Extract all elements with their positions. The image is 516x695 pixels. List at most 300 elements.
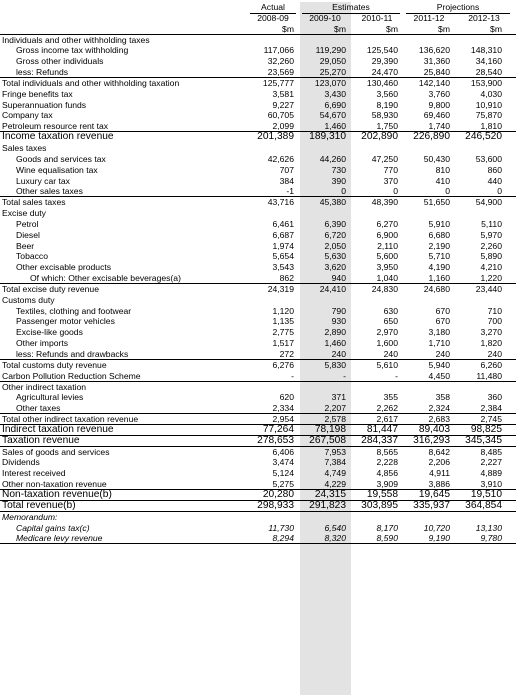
row-label: Memorandum:: [2, 511, 58, 522]
row-value: 240: [383, 349, 398, 359]
row-value: 370: [383, 175, 398, 186]
row-label: Indirect taxation revenue: [2, 423, 114, 435]
row-value: 1,820: [480, 338, 502, 349]
table-row: [0, 382, 516, 393]
row-value: 5,610: [376, 359, 398, 370]
row-label: Other indirect taxation: [2, 381, 87, 392]
row-value: 6,900: [376, 229, 398, 240]
row-value: 5,110: [481, 218, 502, 229]
row-value: 201,389: [257, 131, 294, 143]
row-value: 930: [331, 316, 346, 327]
row-value: 650: [383, 316, 398, 327]
row-value: 3,180: [428, 327, 450, 338]
row-value: 2,190: [428, 240, 450, 251]
row-value: 0: [445, 186, 450, 197]
row-value: 58,930: [371, 110, 398, 121]
row-value: 5,910: [428, 218, 450, 229]
row-value: 6,276: [272, 359, 294, 370]
row-value: 358: [435, 392, 450, 403]
table-row: [0, 523, 516, 534]
row-value: 2,578: [324, 414, 346, 425]
table-row: [0, 110, 516, 121]
row-value: 2,334: [272, 403, 294, 414]
row-label: Income taxation revenue: [2, 131, 114, 143]
row-value: 5,654: [272, 251, 294, 262]
row-value: 42,626: [267, 153, 294, 164]
header-group-estimates: Estimates: [302, 2, 400, 14]
row-value: -: [343, 370, 346, 381]
row-value: 4,190: [428, 262, 450, 273]
row-value: 81,447: [366, 423, 398, 435]
row-value: 24,315: [314, 488, 346, 500]
row-label: Total individuals and other withholding taxation: [2, 77, 180, 88]
header-year: 2011-12: [413, 12, 445, 23]
table-row: [0, 262, 516, 273]
table-row: [0, 100, 516, 111]
table-row: [0, 306, 516, 317]
table-row: [0, 230, 516, 241]
header-year: 2010-11: [361, 12, 393, 23]
row-value: 4,030: [480, 88, 502, 99]
row-value: 54,900: [475, 197, 502, 208]
row-value: 1,740: [428, 121, 450, 132]
row-value: 44,260: [319, 153, 346, 164]
row-value: 284,337: [361, 434, 398, 446]
row-value: 7,384: [324, 457, 346, 468]
row-value: 240: [487, 349, 502, 359]
row-value: 1,040: [376, 273, 398, 284]
row-value: 9,800: [428, 99, 450, 110]
table-row: [0, 176, 516, 187]
table-row: [0, 241, 516, 252]
row-value: 246,520: [465, 131, 502, 143]
header-unit: $m: [282, 23, 294, 34]
row-value: 360: [487, 392, 502, 403]
row-label: Total other indirect taxation revenue: [2, 414, 139, 425]
row-label: Petroleum resource rent tax: [2, 121, 109, 132]
row-value: 9,190: [428, 533, 450, 544]
row-value: 303,895: [361, 499, 398, 511]
row-label: Carbon Pollution Reduction Scheme: [2, 370, 141, 381]
row-value: 2,227: [480, 457, 502, 468]
row-value: 5,940: [428, 359, 450, 370]
row-value: 2,617: [376, 414, 398, 425]
row-label: Interest received: [2, 468, 66, 479]
row-label: Goods and services tax: [16, 153, 106, 164]
row-value: 2,745: [480, 414, 502, 425]
row-value: 1,120: [272, 305, 294, 316]
row-label: Sales taxes: [2, 142, 47, 153]
row-value: 77,264: [262, 423, 294, 435]
table-row: [0, 132, 516, 143]
row-value: 2,207: [324, 403, 346, 414]
row-value: 19,558: [366, 488, 398, 500]
row-label: Wine equalisation tax: [16, 164, 98, 175]
row-value: -: [395, 370, 398, 381]
row-value: 9,780: [480, 533, 502, 544]
row-value: -1: [286, 186, 294, 197]
row-value: 2,262: [376, 403, 398, 414]
table-row: [0, 197, 516, 208]
row-label: Passenger motor vehicles: [16, 316, 115, 327]
row-value: 6,390: [324, 218, 346, 229]
row-value: 31,360: [423, 56, 450, 67]
row-label: Other taxes: [16, 403, 61, 414]
table-row: [0, 403, 516, 414]
row-label: Sales of goods and services: [2, 446, 110, 457]
row-value: 272: [279, 349, 294, 359]
row-value: 790: [331, 305, 346, 316]
row-value: 4,911: [429, 468, 450, 479]
row-value: 8,485: [480, 446, 502, 457]
row-value: 4,450: [428, 370, 450, 381]
row-value: 28,540: [475, 67, 502, 78]
row-value: 1,135: [272, 316, 294, 327]
row-value: 410: [435, 175, 450, 186]
row-value: 5,890: [480, 251, 502, 262]
table-row: [0, 186, 516, 197]
row-value: 8,170: [376, 522, 398, 533]
header-units-row: [0, 24, 516, 35]
row-value: 8,642: [428, 446, 450, 457]
row-value: 8,565: [376, 446, 398, 457]
table-row: [0, 457, 516, 468]
row-value: 371: [331, 392, 346, 403]
row-label: Beer: [16, 240, 35, 251]
row-value: 23,569: [267, 67, 294, 78]
table-row: [0, 533, 516, 544]
row-value: 1,220: [480, 273, 502, 284]
row-value: 1,710: [428, 338, 450, 349]
row-value: 43,716: [267, 197, 294, 208]
row-value: 7,953: [324, 446, 346, 457]
row-value: 2,050: [324, 240, 346, 251]
row-value: 69,460: [423, 110, 450, 121]
row-value: 3,950: [376, 262, 398, 273]
row-value: 24,470: [371, 67, 398, 78]
table-row: [0, 447, 516, 458]
row-value: 4,210: [480, 262, 502, 273]
row-label: Other excisable products: [16, 262, 112, 273]
row-label: Diesel: [16, 229, 40, 240]
row-value: 5,630: [324, 251, 346, 262]
row-value: 11,730: [268, 522, 294, 533]
row-value: 6,680: [428, 229, 450, 240]
header-group-projections: Projections: [406, 2, 510, 14]
row-value: 24,319: [267, 283, 294, 294]
row-value: 189,310: [309, 131, 346, 143]
table-row: [0, 35, 516, 46]
header-year: 2008-09: [257, 12, 289, 23]
row-value: 630: [383, 305, 398, 316]
row-label: Total customs duty revenue: [2, 359, 107, 370]
row-label: Tobacco: [16, 251, 49, 262]
row-value: 267,508: [309, 434, 346, 446]
header-groups-row: [0, 2, 516, 13]
row-label: Dividends: [2, 457, 40, 468]
row-label: Textiles, clothing and footwear: [16, 305, 132, 316]
row-value: 0: [393, 186, 398, 197]
table-row: [0, 468, 516, 479]
row-value: 51,650: [423, 197, 450, 208]
row-value: 47,250: [371, 153, 398, 164]
header-years-row: [0, 13, 516, 24]
row-value: 240: [331, 349, 346, 359]
row-value: 3,430: [324, 88, 346, 99]
table-row: [0, 284, 516, 295]
row-value: 3,909: [376, 479, 398, 490]
table-row: [0, 360, 516, 371]
row-value: 8,590: [376, 533, 398, 544]
row-label: Total excise duty revenue: [2, 283, 99, 294]
row-value: 390: [331, 175, 346, 186]
table-row: [0, 436, 516, 447]
header-year: 2012-13: [468, 12, 500, 23]
row-value: 50,430: [423, 153, 450, 164]
row-value: 125,777: [262, 77, 294, 88]
table-row: [0, 89, 516, 100]
row-value: 119,290: [315, 45, 346, 56]
row-value: 1,460: [324, 338, 346, 349]
table-row: [0, 512, 516, 523]
row-value: 940: [331, 273, 346, 284]
row-value: 1,460: [324, 121, 346, 132]
row-value: 710: [487, 305, 502, 316]
row-value: 60,705: [267, 110, 294, 121]
row-value: 2,384: [480, 403, 502, 414]
row-label: Fringe benefits tax: [2, 88, 73, 99]
row-value: 2,206: [428, 457, 450, 468]
table-row: [0, 295, 516, 306]
row-value: 3,620: [324, 262, 346, 273]
row-value: 5,830: [324, 359, 346, 370]
row-label: Other imports: [16, 338, 69, 349]
row-value: 8,190: [376, 99, 398, 110]
row-value: 3,474: [272, 457, 294, 468]
row-label: Luxury car tax: [16, 175, 70, 186]
row-label: Customs duty: [2, 294, 55, 305]
row-value: 117,066: [263, 45, 294, 56]
table-row: [0, 392, 516, 403]
row-value: 136,620: [418, 45, 450, 56]
row-value: 700: [487, 316, 502, 327]
row-value: 345,345: [465, 434, 502, 446]
row-value: 2,890: [324, 327, 346, 338]
row-label: Total sales taxes: [2, 197, 66, 208]
row-value: 440: [487, 175, 502, 186]
row-value: 142,140: [418, 77, 450, 88]
row-value: 20,280: [262, 488, 294, 500]
row-value: 25,270: [319, 67, 346, 78]
row-value: 19,645: [418, 488, 450, 500]
row-value: 4,856: [376, 468, 398, 479]
row-label: Other non-taxation revenue: [2, 479, 107, 490]
row-value: 810: [435, 164, 450, 175]
row-label: Of which: Other excisable beverages(a): [30, 273, 181, 284]
row-value: 6,687: [272, 229, 294, 240]
table-row: [0, 154, 516, 165]
row-label: Excise-like goods: [16, 327, 83, 338]
row-value: 10,910: [475, 99, 502, 110]
row-label: less: Refunds: [16, 67, 69, 78]
row-value: 4,749: [324, 468, 346, 479]
row-value: 125,540: [366, 45, 398, 56]
row-label: Medicare levy revenue: [16, 533, 103, 544]
row-value: 5,124: [272, 468, 294, 479]
row-value: 2,970: [376, 327, 398, 338]
row-value: 24,680: [423, 283, 450, 294]
row-value: 278,653: [257, 434, 294, 446]
row-value: 226,890: [413, 131, 450, 143]
row-value: 4,229: [324, 479, 346, 490]
row-value: 670: [435, 305, 450, 316]
table-row: [0, 327, 516, 338]
table-row: [0, 501, 516, 512]
row-value: 78,198: [314, 423, 346, 435]
row-value: 2,954: [272, 414, 294, 425]
row-value: 32,260: [267, 56, 294, 67]
header-year: 2009-10: [309, 12, 341, 23]
header-group-actual: Actual: [250, 2, 296, 14]
row-label: Total revenue(b): [2, 499, 76, 511]
row-value: 130,460: [366, 77, 398, 88]
row-value: 6,540: [324, 522, 346, 533]
row-value: 53,600: [475, 153, 502, 164]
row-label: less: Refunds and drawbacks: [16, 349, 129, 359]
header-unit: $m: [490, 23, 502, 34]
row-value: 2,228: [376, 457, 398, 468]
row-value: 3,886: [428, 479, 450, 490]
row-label: Gross other individuals: [16, 56, 104, 67]
row-value: 5,970: [480, 229, 502, 240]
row-value: 24,410: [319, 283, 346, 294]
row-value: 123,070: [314, 77, 346, 88]
row-value: 860: [487, 164, 502, 175]
row-value: 707: [279, 164, 294, 175]
row-value: 9,227: [272, 99, 294, 110]
row-value: 2,324: [428, 403, 450, 414]
row-value: 5,600: [376, 251, 398, 262]
row-value: 4,889: [480, 468, 502, 479]
row-value: 48,390: [371, 197, 398, 208]
table-row: [0, 67, 516, 78]
row-value: 6,406: [272, 446, 294, 457]
row-value: 3,270: [480, 327, 502, 338]
row-value: 153,900: [470, 77, 502, 88]
row-value: 2,110: [377, 240, 398, 251]
row-value: 2,683: [428, 414, 450, 425]
row-value: 6,690: [324, 99, 346, 110]
table-row: [0, 56, 516, 67]
header-unit: $m: [334, 23, 346, 34]
row-value: 355: [383, 392, 398, 403]
row-value: 240: [435, 349, 450, 359]
row-value: 6,260: [480, 359, 502, 370]
row-label: Capital gains tax(c): [16, 522, 90, 533]
row-label: Gross income tax withholding: [16, 45, 129, 56]
row-value: 1,974: [272, 240, 294, 251]
row-value: 6,461: [272, 218, 294, 229]
row-value: 34,160: [475, 56, 502, 67]
row-value: 0: [497, 186, 502, 197]
row-value: 770: [383, 164, 398, 175]
row-value: 11,480: [476, 370, 502, 381]
row-value: 202,890: [361, 131, 398, 143]
table-row: [0, 208, 516, 219]
row-value: 730: [331, 164, 346, 175]
table-row: [0, 78, 516, 89]
row-value: 291,823: [309, 499, 346, 511]
row-label: Superannuation funds: [2, 99, 87, 110]
table-row: [0, 273, 516, 284]
row-value: 13,130: [475, 522, 502, 533]
row-label: Petrol: [16, 218, 39, 229]
table-row: [0, 349, 516, 360]
row-value: 1,750: [376, 121, 398, 132]
row-value: 316,293: [413, 434, 450, 446]
row-value: 45,380: [319, 197, 346, 208]
row-value: 1,600: [376, 338, 398, 349]
row-value: 23,440: [475, 283, 502, 294]
table-row: [0, 371, 516, 382]
row-value: 620: [279, 392, 294, 403]
row-value: 19,510: [470, 488, 502, 500]
row-value: 2,099: [272, 121, 294, 132]
row-value: 2,775: [272, 327, 294, 338]
row-value: 364,854: [465, 499, 502, 511]
row-label: Non-taxation revenue(b): [2, 488, 112, 500]
row-value: 3,543: [272, 262, 294, 273]
row-value: 8,294: [272, 533, 294, 544]
row-label: Taxation revenue: [2, 434, 80, 446]
row-label: Company tax: [2, 110, 53, 121]
row-value: 10,720: [423, 522, 450, 533]
revenue-table: [0, 2, 516, 544]
row-value: 1,160: [428, 273, 450, 284]
row-value: 8,320: [324, 533, 346, 544]
row-label: Other sales taxes: [16, 186, 83, 197]
row-value: 24,830: [371, 283, 398, 294]
row-value: -: [291, 370, 294, 381]
row-value: 384: [279, 175, 294, 186]
table-row: [0, 219, 516, 230]
row-value: 98,825: [470, 423, 502, 435]
row-value: 3,910: [480, 479, 502, 490]
row-value: 5,275: [272, 479, 294, 490]
row-label: Agricultural levies: [16, 392, 84, 403]
row-label: Individuals and other withholding taxes: [2, 34, 150, 45]
row-value: 29,390: [371, 56, 398, 67]
row-value: 2,260: [480, 240, 502, 251]
row-value: 6,270: [376, 218, 398, 229]
row-value: 862: [279, 273, 294, 284]
table-row: [0, 45, 516, 56]
row-value: 25,840: [423, 67, 450, 78]
table-row: [0, 338, 516, 349]
row-value: 1,810: [480, 121, 502, 132]
table-row: [0, 251, 516, 262]
header-unit: $m: [386, 23, 398, 34]
row-value: 3,760: [428, 88, 450, 99]
row-value: 54,670: [319, 110, 346, 121]
row-value: 5,710: [428, 251, 450, 262]
row-value: 298,933: [257, 499, 294, 511]
row-value: 148,310: [470, 45, 502, 56]
table-row: [0, 316, 516, 327]
row-value: 3,560: [376, 88, 398, 99]
row-value: 6,720: [324, 229, 346, 240]
table-row: [0, 143, 516, 154]
